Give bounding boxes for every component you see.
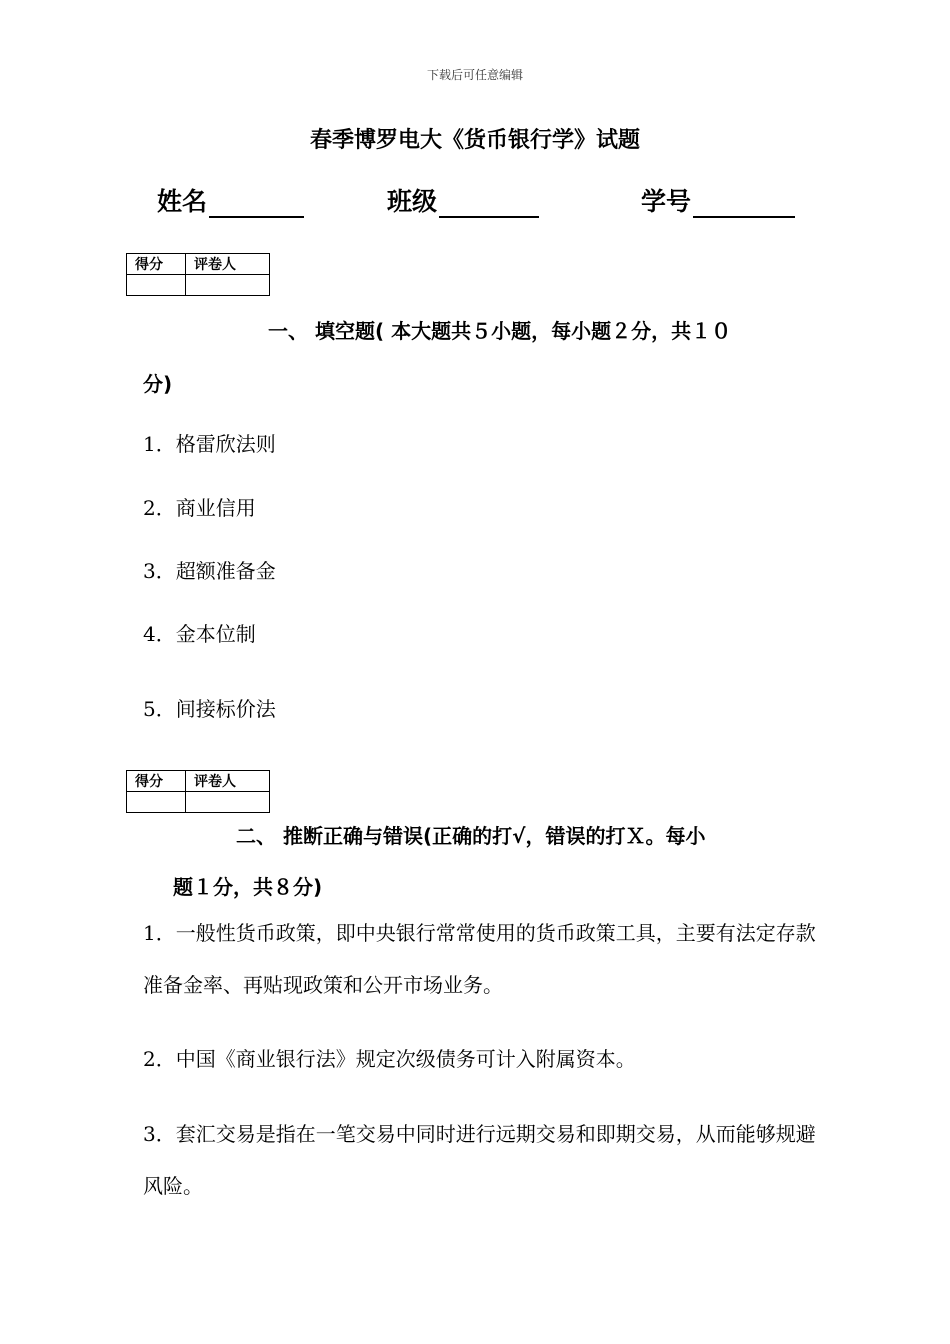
score-label: 得分 <box>127 254 186 275</box>
question-item: 1．一般性货币政策，即中央银行常常使用的货币政策工具，主要有法定存款准备金率、再贴现政策和公开市场业务。 <box>143 921 816 997</box>
question-item: 2．中国《商业银行法》规定次级债务可计入附属资本。 <box>143 1047 636 1071</box>
student-id-field <box>641 182 795 218</box>
score-box-1 <box>126 253 270 296</box>
score-cell[interactable] <box>127 792 186 813</box>
list-item: 1．格雷欣法则 <box>143 432 276 456</box>
list-item: 3．超额准备金 <box>143 559 276 583</box>
score-cell[interactable] <box>127 275 186 296</box>
grader-label: 评卷人 <box>186 771 270 792</box>
section1-heading: 一、 填空题( 本大题共５小题，每小题２分，共１０ <box>268 319 732 343</box>
section2-heading: 二、 推断正确与错误(正确的打√，错误的打Ｘ。每小 <box>236 824 706 848</box>
name-blank[interactable] <box>209 190 304 218</box>
list-item: 4．金本位制 <box>143 622 256 646</box>
name-label: 姓名 <box>157 187 208 216</box>
class-label: 班级 <box>387 187 438 216</box>
header-note: 下载后可任意编辑 <box>426 68 523 82</box>
grader-cell[interactable] <box>186 275 270 296</box>
student-id-blank[interactable] <box>693 190 795 218</box>
grader-cell[interactable] <box>186 792 270 813</box>
list-item: 5．间接标价法 <box>143 697 276 721</box>
section2-heading-cont: 题１分，共８分) <box>173 875 323 899</box>
name-field <box>157 182 304 218</box>
score-label: 得分 <box>127 771 186 792</box>
list-item: 2．商业信用 <box>143 496 256 520</box>
score-box-2 <box>126 770 270 813</box>
class-blank[interactable] <box>439 190 539 218</box>
class-field <box>387 182 539 218</box>
section1-heading-cont: 分) <box>143 372 173 396</box>
question-item: 3．套汇交易是指在一笔交易中同时进行远期交易和即期交易，从而能够规避风险。 <box>143 1122 816 1198</box>
student-id-label: 学号 <box>641 187 692 216</box>
exam-title: 春季博罗电大《货币银行学》试题 <box>309 128 640 153</box>
grader-label: 评卷人 <box>186 254 270 275</box>
